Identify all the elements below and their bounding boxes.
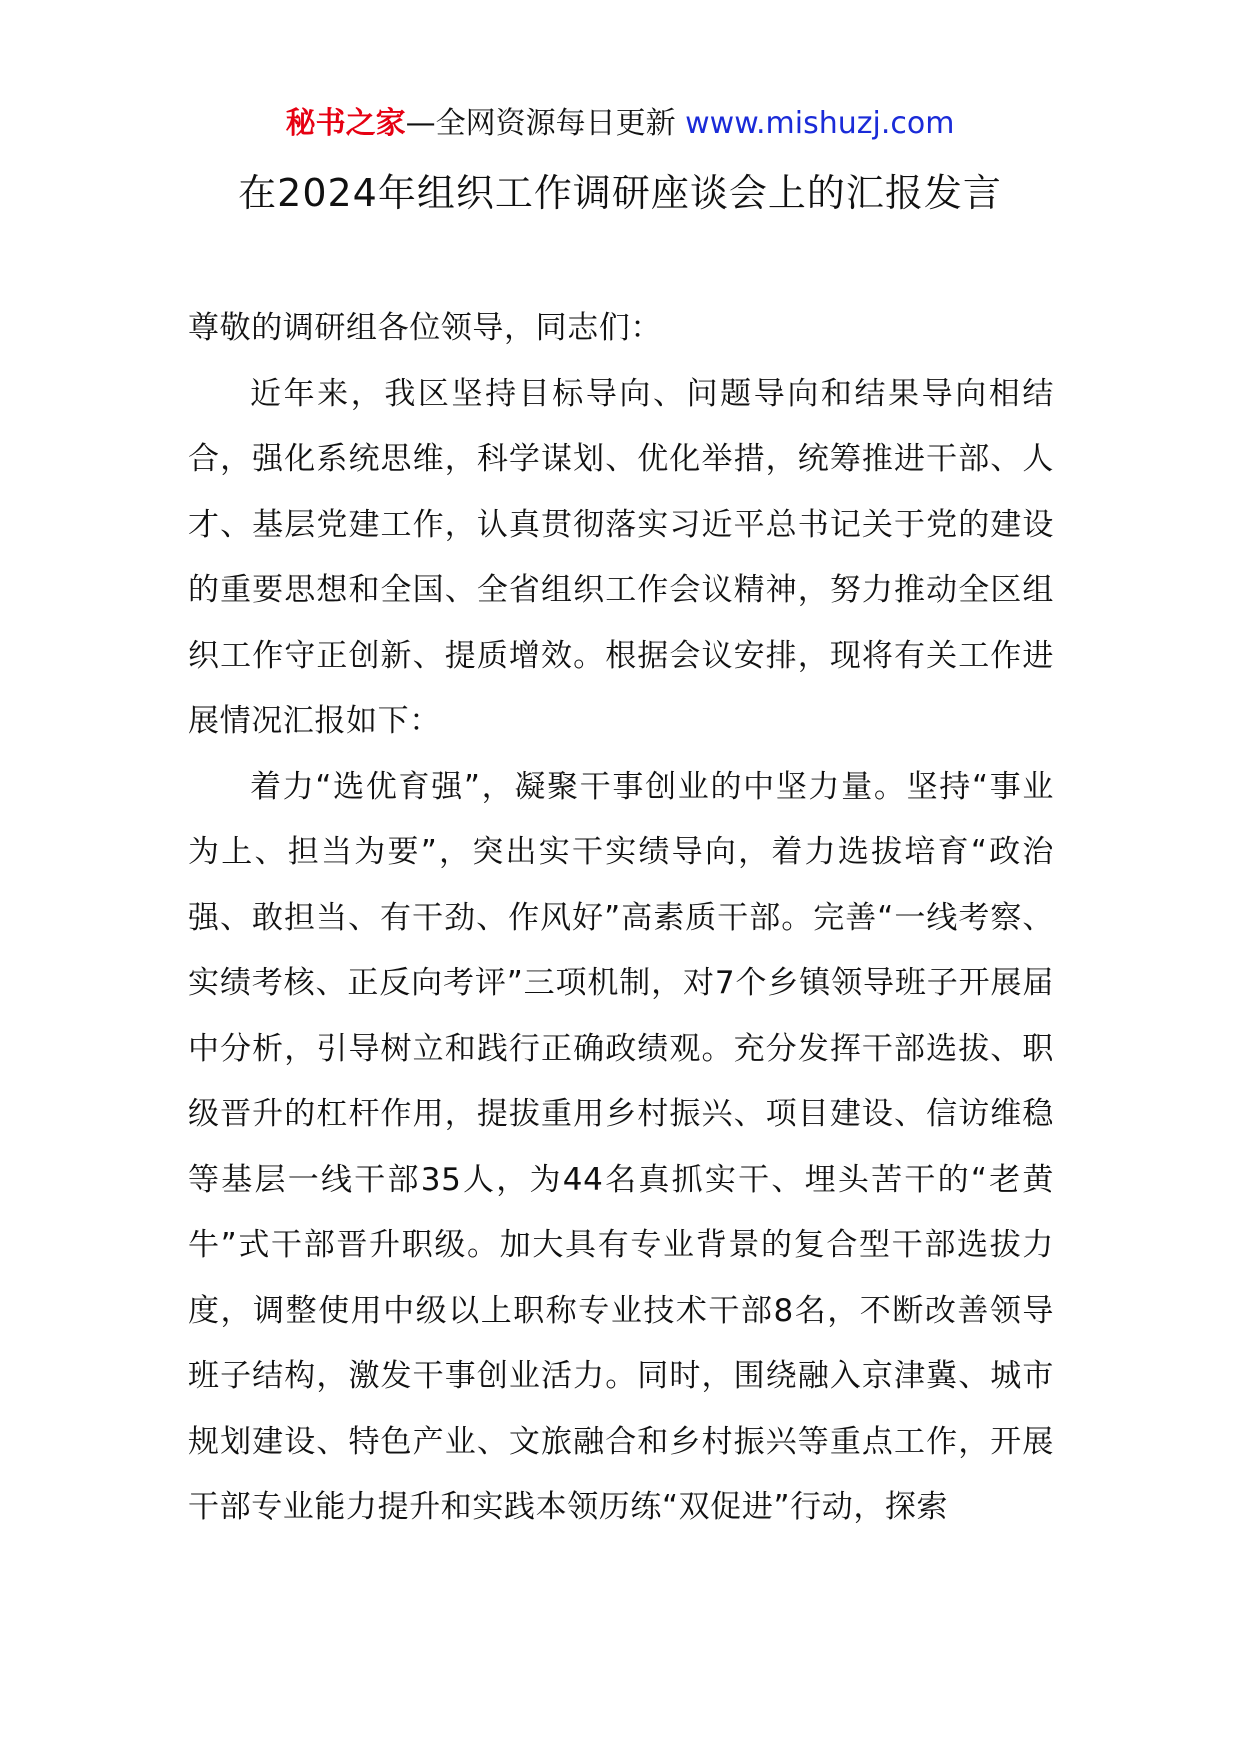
brand-slogan: —全网资源每日更新 bbox=[405, 106, 676, 141]
paragraph-intro: 近年来，我区坚持目标导向、问题导向和结果导向相结合，强化系统思维，科学谋划、优化举措，统筹推进干部、人才、基层党建工作，认真贯彻落实习近平总书记关于党的建设的重要思想和全国、全省组织工作会议精神，努力推动全区组织工作守正创新、提质增效。根据会议安排，现将有关工作进展情况汇报如下： bbox=[188, 375, 1054, 739]
site-url: www.mishuzj.com bbox=[685, 106, 955, 141]
paragraph-cadre-selection: 着力“选优育强”，凝聚干事创业的中坚力量。坚持“事业为上、担当为要”，突出实干实绩导向，着力选拔培育“政治强、敢担当、有干劲、作风好”高素质干部。完善“一线考察、实绩考核、正反向考评”三项机制，对7个乡镇领导班子开展届中分析，引导树立和践行正确政绩观。充分发挥干部选拔、职级晋升的杠杆作用，提拔重用乡村振兴、项目建设、信访维稳等基层一线干部35人，为44名真抓实干、埋头苦干的“老黄牛”式干部晋升职级。加大具有专业背景的复合型干部选拔力度，调整使用中级以上职称专业技术干部8名，不断改善领导班子结构，激发干事创业活力。同时，围绕融入京津冀、城市规划建设、特色产业、文旅融合和乡村振兴等重点工作，开展干部专业能力提升和实践本领历练“双促进”行动，探索 bbox=[188, 768, 1054, 1525]
document-title: 在2024年组织工作调研座谈会上的汇报发言 bbox=[238, 171, 1002, 215]
document-body bbox=[188, 296, 1054, 1541]
watermark-header bbox=[0, 104, 1240, 144]
salutation: 尊敬的调研组各位领导，同志们： bbox=[188, 310, 662, 346]
brand-name: 秘书之家 bbox=[285, 106, 406, 141]
